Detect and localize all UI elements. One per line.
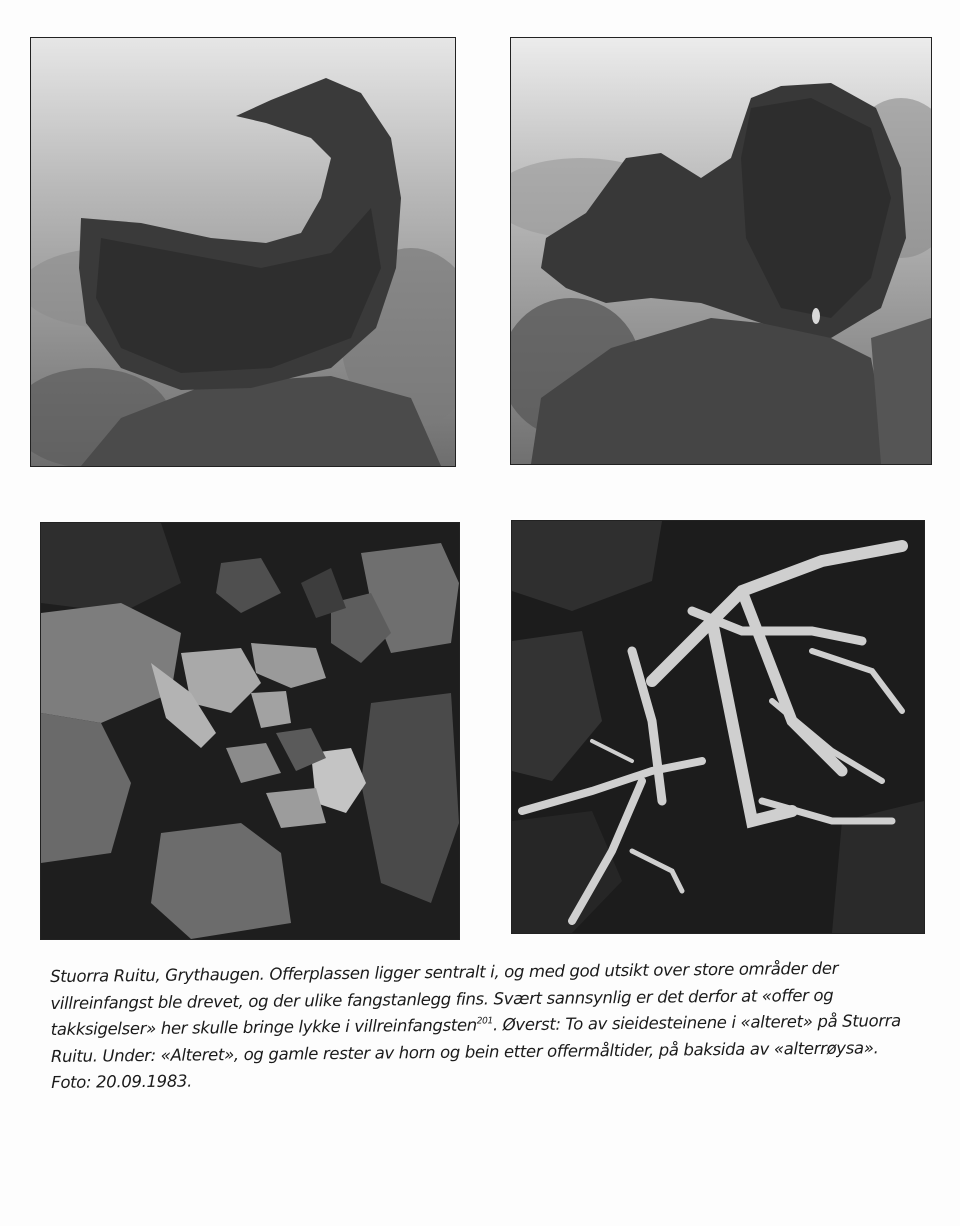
caption-text-part2: . Øverst: To av sieidesteinene i «alteret» på Stuorra Ruitu. Under: «Alteret», og gamle rester av horn og bein etter offermåltider, på baksida av «alterrøysa». Foto: 20.09.1983. (50, 1011, 902, 1092)
caption-text-part1: Stuorra Ruitu, Grythaugen. Offerplassen ligger sentralt i, og med god utsikt over store områder der villreinfangst ble drevet, og der ulike fangstanlegg fins. Svært sannsynlig er det derfor at «offer og takksigelser» her skulle bringe lykke i villreinfangsten (50, 958, 839, 1039)
photo-sieide-stone-right (510, 37, 932, 465)
photo-caption (50, 955, 921, 1097)
caption-footnote-ref[interactable]: 201 (476, 1016, 493, 1027)
photo-sieide-stone-left (30, 37, 456, 467)
photo-antler-remains (511, 520, 925, 934)
photo-altar-stones (40, 522, 460, 940)
